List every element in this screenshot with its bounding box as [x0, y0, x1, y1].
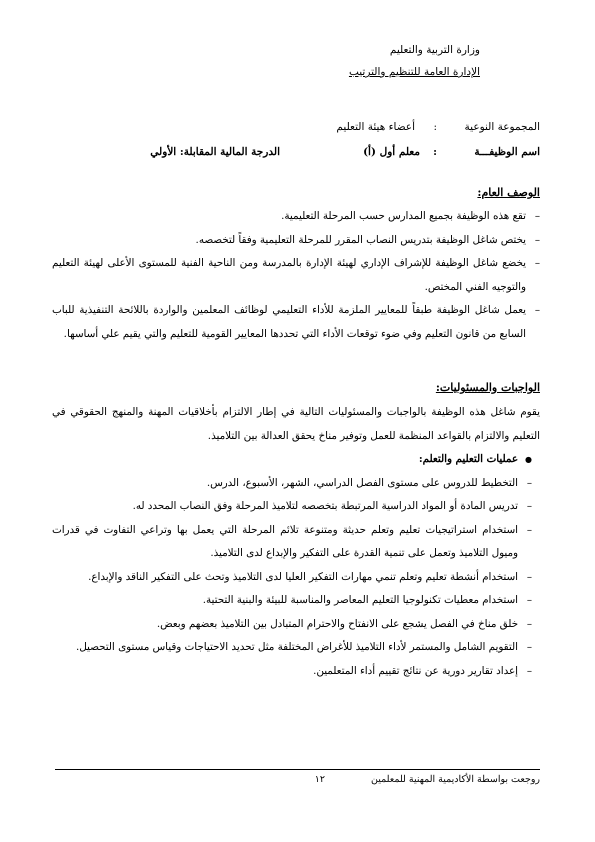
list-item: – استخدام أنشطة تعليم وتعلم تنمي مهارات التفكير العليا لدى التلاميذ وتحث على التفكير الناقد والإبداع.: [52, 566, 532, 590]
department-name: الإدارة العامة للتنظيم والترتيب: [348, 66, 480, 78]
list-item: – التقويم الشامل والمستمر لأداء التلاميذ للأغراض المختلفة مثل تحديد الاحتياجات وقياس مستوى التحصيل.: [52, 636, 532, 660]
general-description-list-wrap: [52, 205, 540, 346]
list-item: – خلق مناخ في الفصل يشجع على الانفتاح والاحترام المتبادل بين التلاميذ بعضهم وبعض.: [52, 613, 532, 637]
list-item: – يعمل شاغل الوظيفة طبقاً للمعايير الملزمة للأداء التعليمي لوظائف المعلمين والواردة باللائحة التنفيذية للباب السابع من قانون التعليم وفي ضوء توقعات الأداء التي تحددها المعايير القومية للتعليم والتي يقيم علي أساسها.: [52, 299, 540, 346]
list-item: – تدريس المادة أو المواد الدراسية المرتبطة بتخصصه لتلاميذ المرحلة وفق النصاب المحدد له.: [52, 495, 532, 519]
financial-grade: الدرجة المالية المقابلة: الأولي: [150, 146, 280, 158]
list-item: – إعداد تقارير دورية عن نتائج تقييم أداء المتعلمين.: [52, 660, 532, 684]
list-item: – يخضع شاغل الوظيفة للإشراف الإداري لهيئة الإدارة بالمدرسة ومن الناحية الفنية للمستوى الأعلى لهيئة التعليم والتوجيه الفني المختص.: [52, 252, 540, 299]
general-description-list: [52, 205, 540, 346]
duties-title: الواجبات والمسئوليات:: [435, 381, 540, 394]
job-title-separator: :: [433, 146, 437, 158]
page-number: ١٢: [314, 774, 325, 785]
list-item: – التخطيط للدروس على مستوى الفصل الدراسي، الشهر، الأسبوع، الدرس.: [52, 472, 532, 496]
list-item: – تقع هذه الوظيفة بجميع المدارس حسب المرحلة التعليمية.: [52, 205, 540, 229]
general-description-title: الوصف العام:: [477, 186, 540, 199]
ministry-name: وزارة التربية والتعليم: [389, 44, 480, 56]
job-title-label: اسم الوظيفـــة: [474, 146, 540, 158]
footer-divider: [55, 769, 540, 770]
group-label: المجموعة النوعية: [464, 121, 540, 133]
group-separator: :: [433, 121, 437, 133]
list-item: – استخدام معطيات تكنولوجيا التعليم المعاصر والمناسبة للبيئة والبنية التحتية.: [52, 589, 532, 613]
list-item: – يختص شاغل الوظيفة بتدريس النصاب المقرر للمرحلة التعليمية وفقاً لتخصصه.: [52, 229, 540, 253]
list-item: – استخدام استراتيجيات تعليم وتعلم حديثة ومتنوعة تلائم المرحلة التي يعمل بها وتراعي التفاوت في قدرات وميول التلاميذ وتعمل على تنمية القدرة على التفكير والإبداع لدى التلاميذ.: [52, 519, 532, 566]
duties-body: [52, 401, 540, 683]
job-title-value: معلم أول (أ): [363, 146, 420, 158]
subsection-title: ● عمليات التعليم والتعلم:: [52, 448, 532, 472]
duties-intro: يقوم شاغل هذه الوظيفة بالواجبات والمسئوليات التالية في إطار الالتزام بأخلاقيات المهنة والمنهج الحقوقي في التعليم والالتزام بالقواعد المنظمة للعمل وتوفير مناخ يحقق العدالة بين التلاميذ.: [52, 406, 540, 442]
group-value: أعضاء هيئة التعليم: [336, 121, 415, 133]
footer-reviewed-by: روجعت بواسطة الأكاديمية المهنية للمعلمين: [371, 774, 540, 785]
duties-list: [52, 472, 532, 684]
